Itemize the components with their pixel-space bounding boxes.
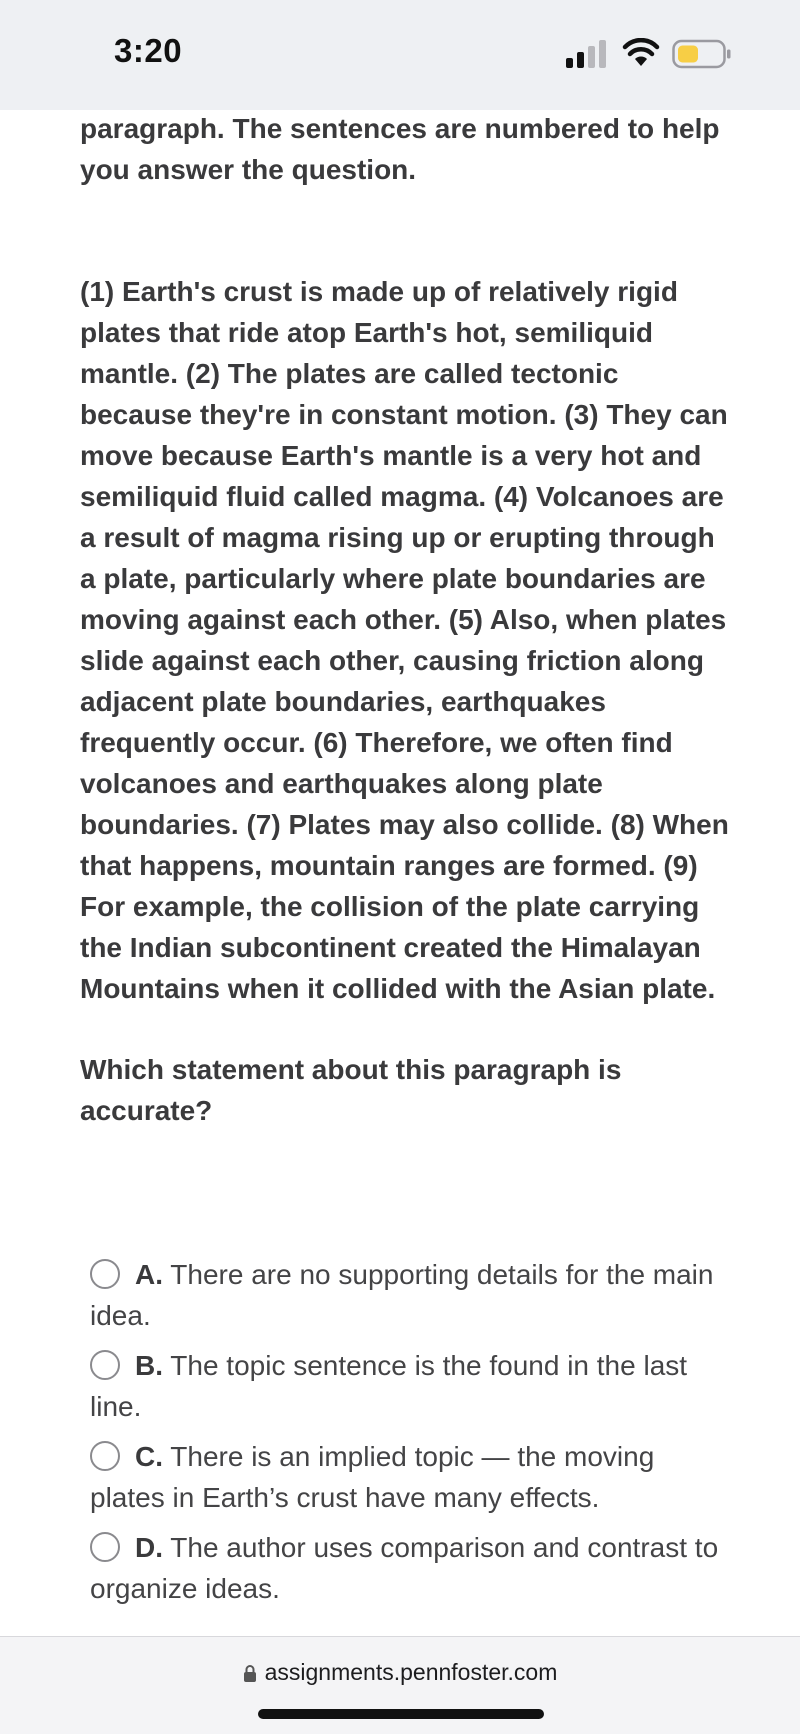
- option-d-letter: D.: [135, 1532, 163, 1563]
- wifi-icon: [622, 38, 660, 68]
- option-b-letter: B.: [135, 1350, 163, 1381]
- status-time: 3:20: [114, 32, 183, 69]
- option-a[interactable]: [90, 1254, 730, 1336]
- option-d-text: The author uses comparison and contrast to organize ideas.: [90, 1532, 719, 1604]
- radio-button-c[interactable]: [90, 1441, 120, 1471]
- radio-button-a[interactable]: [90, 1259, 120, 1289]
- url-text: assignments.pennfoster.com: [264, 1659, 558, 1685]
- option-c[interactable]: [90, 1436, 730, 1518]
- option-c-text: There is an implied topic — the moving plates in Earth’s crust have many effects.: [90, 1441, 655, 1513]
- intro-text: paragraph. The sentences are numbered to help you answer the question.: [80, 113, 720, 185]
- battery-icon: [672, 39, 732, 69]
- signal-icon: [566, 40, 610, 68]
- option-b[interactable]: [90, 1345, 730, 1427]
- passage-paragraph: (1) Earth's crust is made up of relatively rigid plates that ride atop Earth's hot, semiliquid mantle. (2) The plates are called tectonic because they're in constant motion. (3) They can move because Earth's mantle is a very hot and semiliquid fluid called magma. (4) Volcanoes are a result of magma rising up or erupting through a plate, particularly where plate boundaries are moving against each other. (5) Also, when plates slide against each other, causing friction along adjacent plate boundaries, earthquakes frequently occur. (6) Therefore, we often find volcanoes and earthquakes along plate boundaries. (7) Plates may also collide. (8) When that happens, mountain ranges are formed. (9) For example, the collision of the plate carrying the Indian subcontinent created the Himalayan Mountains when it collided with the Asian plate.: [80, 276, 729, 1004]
- status-bar: [0, 0, 800, 110]
- question-content: [80, 108, 730, 1131]
- option-c-letter: C.: [135, 1441, 163, 1472]
- radio-button-d[interactable]: [90, 1532, 120, 1562]
- option-a-text: There are no supporting details for the main idea.: [90, 1259, 714, 1331]
- answer-options: [90, 1254, 730, 1618]
- option-d[interactable]: [90, 1527, 730, 1609]
- lock-icon: [243, 1664, 257, 1682]
- question-text: Which statement about this paragraph is accurate?: [80, 1054, 622, 1126]
- option-a-letter: A.: [135, 1259, 163, 1290]
- radio-button-b[interactable]: [90, 1350, 120, 1380]
- option-b-text: The topic sentence is the found in the last line.: [90, 1350, 688, 1422]
- url-bar[interactable]: [0, 1659, 800, 1686]
- home-indicator[interactable]: [258, 1709, 544, 1719]
- browser-bottom-bar: [0, 1636, 800, 1734]
